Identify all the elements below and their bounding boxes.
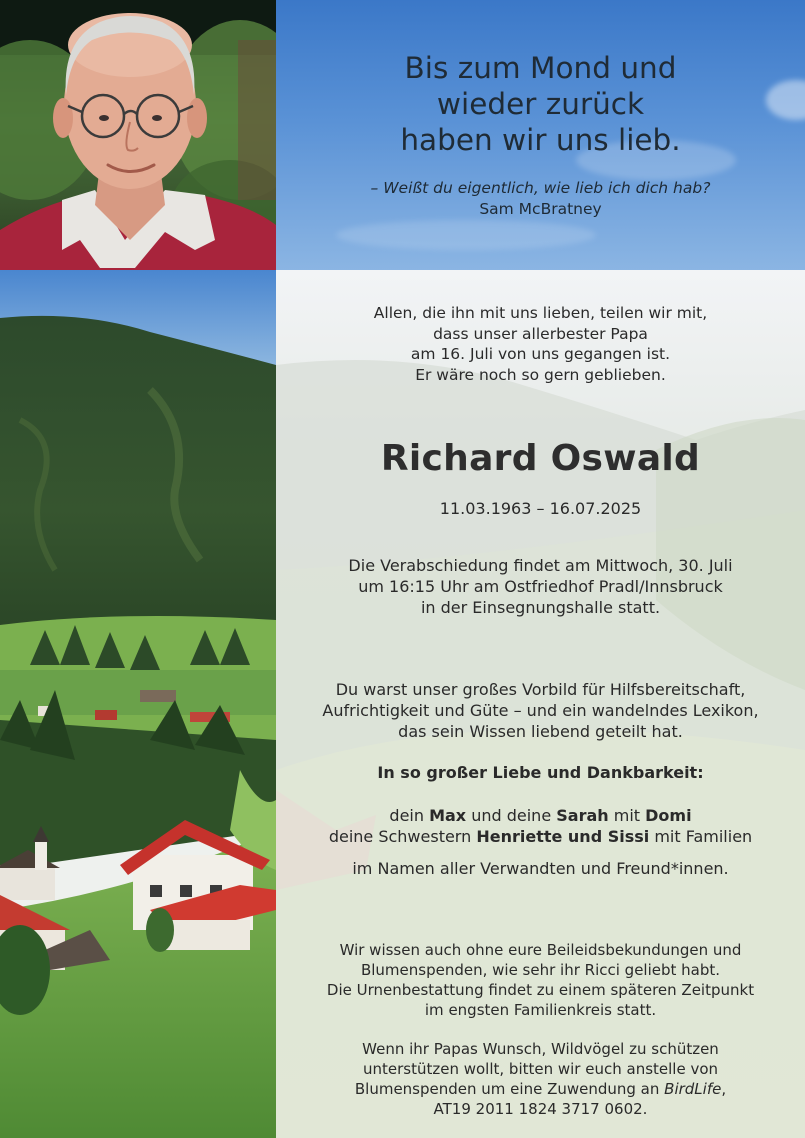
quote-source-author: Sam McBratney [479,200,602,218]
portrait-photo [0,0,276,270]
landscape-photo [0,270,276,1138]
quote-panel [276,0,805,270]
mourner-name: Henriette und Sissi [476,827,650,846]
quote-text [276,50,805,158]
mourner-name: Sarah [556,806,609,825]
donation-line: Wenn ihr Papas Wunsch, Wildvögel zu schützen [362,1040,719,1058]
announcement-line: Allen, die ihn mit uns lieben, teilen wir mit, [373,304,708,322]
donation-line: , [721,1080,727,1098]
announcement-text [276,303,805,385]
quote-source [276,178,805,220]
quote-line: wieder zurück [436,87,645,121]
deceased-name: Richard Oswald [380,438,701,479]
quote-line: haben wir uns lieb. [400,123,681,157]
obituary-panel [276,270,805,1138]
ceremony-line: um 16:15 Uhr am Ostfriedhof Pradl/Innsbruck [358,577,723,596]
text-fragment: mit [608,806,646,825]
ceremony-text [276,555,805,618]
quote-line: Bis zum Mond und [404,51,677,85]
mourners-heading: In so großer Liebe und Dankbarkeit: [377,763,704,782]
announcement-line: am 16. Juli von uns gegangen ist. [410,345,671,363]
text-fragment: deine Schwestern [328,827,477,846]
mourner-name: Domi [645,806,692,825]
ceremony-line: in der Einsegnungshalle statt. [420,598,661,617]
alpine-village-illustration [0,270,276,1138]
donation-iban: AT19 2011 1824 3717 0602. [433,1100,648,1118]
quote-source-title: – Weißt du eigentlich, wie lieb ich dich hab? [370,179,711,197]
tribute-line: Aufrichtigkeit und Güte – und ein wandelndes Lexikon, [322,701,759,720]
ceremony-line: Die Verabschiedung findet am Mittwoch, 30. Juli [348,556,733,575]
donation-line: Blumenspenden um eine Zuwendung an [354,1080,665,1098]
closing-line: Die Urnenbestattung findet zu einem späteren Zeitpunkt [326,981,755,999]
donation-text [276,1039,805,1119]
closing-text [276,940,805,1020]
tribute-text [276,679,805,742]
tribute-line: das sein Wissen liebend geteilt hat. [398,722,683,741]
closing-line: Wir wissen auch ohne eure Beileidsbekundungen und [339,941,742,959]
quote-block [276,50,805,220]
closing-line: im engsten Familienkreis statt. [424,1001,657,1019]
mourners-family-line [276,805,805,847]
closing-line: Blumenspenden, wie sehr ihr Ricci geliebt habt. [360,961,721,979]
mourner-name: Max [429,806,467,825]
text-fragment: mit Familien [649,827,753,846]
mourners-relatives-line: im Namen aller Verwandten und Freund*innen. [352,859,729,878]
tribute-line: Du warst unser großes Vorbild für Hilfsbereitschaft, [335,680,746,699]
donation-line: unterstützen wollt, bitten wir euch anstelle von [362,1060,719,1078]
life-dates: 11.03.1963 – 16.07.2025 [439,499,642,518]
announcement-line: Er wäre noch so gern geblieben. [415,365,666,384]
text-fragment: und deine [466,806,557,825]
text-fragment: dein [389,806,430,825]
announcement-line: dass unser allerbester Papa [433,324,648,343]
donation-organization: BirdLife [664,1080,722,1098]
portrait-illustration [0,0,276,270]
